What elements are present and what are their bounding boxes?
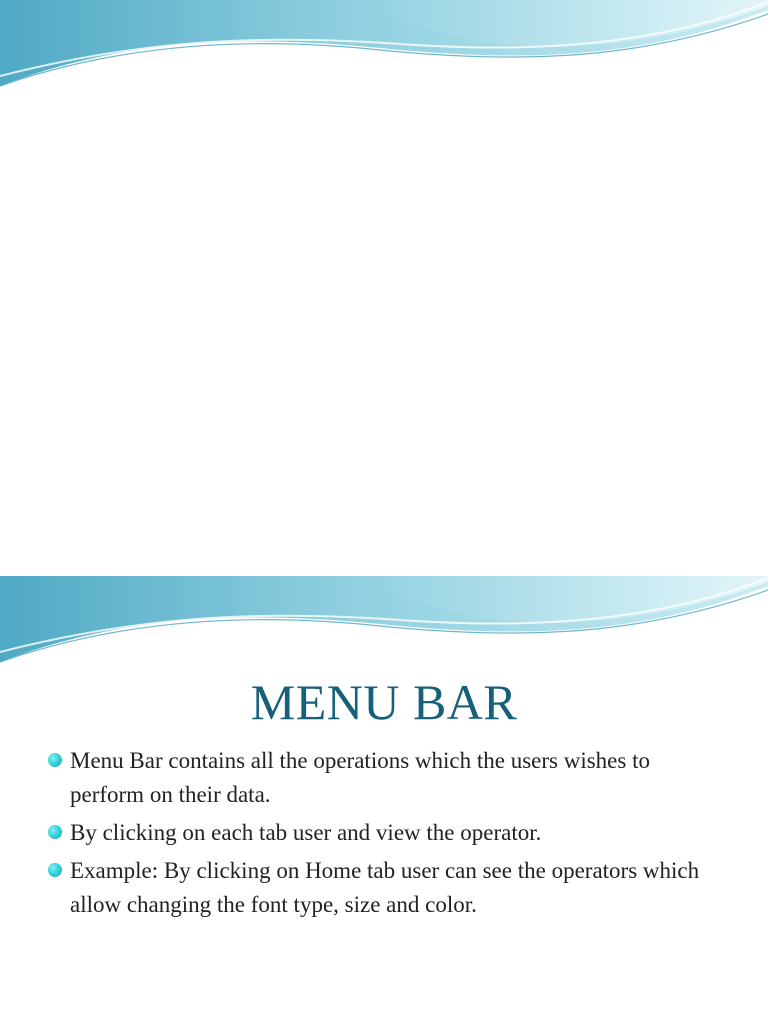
bullet-dot-icon — [48, 863, 62, 877]
bullet-text: By clicking on each tab user and view the operator. — [70, 820, 542, 845]
bullet-dot-icon — [48, 825, 62, 839]
list-item — [46, 854, 726, 922]
bullet-text: Menu Bar contains all the operations which the users wishes to perform on their data. — [70, 748, 650, 807]
decorative-wave-header — [0, 0, 768, 96]
bullet-list — [46, 744, 726, 926]
list-item — [46, 816, 726, 850]
decorative-wave-header — [0, 576, 768, 672]
list-item — [46, 744, 726, 812]
slide-2 — [0, 576, 768, 1024]
bullet-text: Example: By clicking on Home tab user can see the operators which allow changing the font type, size and color. — [70, 858, 700, 917]
bullet-dot-icon — [48, 753, 62, 767]
slide-title: MENU BAR — [250, 674, 518, 730]
